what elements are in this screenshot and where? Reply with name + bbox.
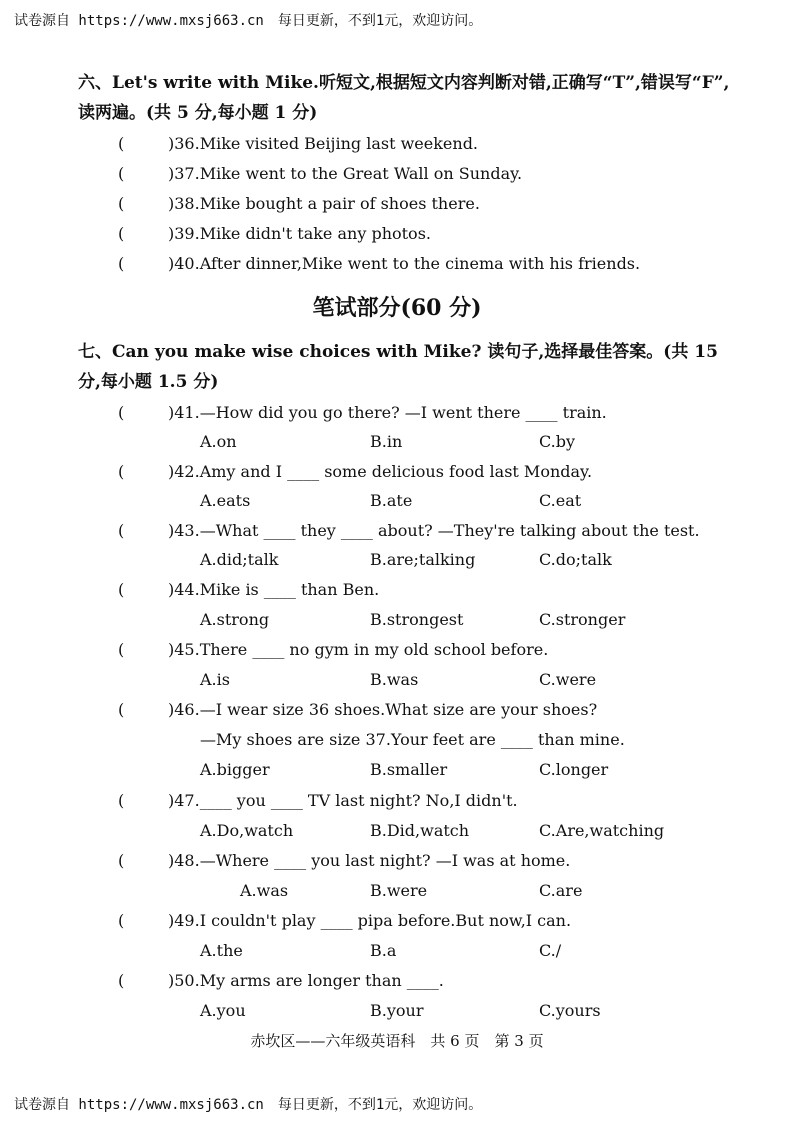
question-text: )40.After dinner,Mike went to the cinema with his friends. — [168, 254, 641, 273]
question-38 — [118, 193, 480, 215]
answer-paren: ( — [118, 700, 125, 719]
answer-paren: ( — [118, 462, 125, 481]
option-c: C.yours — [539, 1001, 601, 1020]
answer-paren: ( — [118, 971, 125, 990]
option-b: B.smaller — [370, 760, 448, 779]
question-text: )47.____ you ____ TV last night? No,I didn't. — [168, 791, 518, 810]
option-c: C.Are,watching — [539, 821, 665, 840]
option-c: C.are — [539, 881, 583, 900]
question-text: )42.Amy and I ____ some delicious food last Monday. — [168, 462, 593, 481]
question-37 — [118, 163, 522, 185]
option-c: C.longer — [539, 760, 609, 779]
answer-paren: ( — [118, 851, 125, 870]
source-banner-top: 试卷源自 https://www.mxsj663.cn 每日更新，不到1元，欢迎访问。 — [14, 13, 483, 29]
question-45 — [118, 639, 548, 661]
answer-paren: ( — [118, 254, 125, 273]
option-b: B.in — [370, 432, 403, 451]
option-a: A.strong — [200, 610, 270, 629]
question-36 — [118, 133, 478, 155]
question-40 — [118, 253, 640, 275]
question-39 — [118, 223, 431, 245]
question-text: )49.I couldn't play ____ pipa before.But now,I can. — [168, 911, 572, 930]
answer-paren: ( — [118, 403, 125, 422]
question-42 — [118, 461, 592, 483]
question-41 — [118, 402, 607, 424]
question-text: )36.Mike visited Beijing last weekend. — [168, 134, 479, 153]
answer-paren: ( — [118, 194, 125, 213]
option-b: B.are;talking — [370, 550, 476, 569]
option-a: A.is — [200, 670, 230, 689]
question-text: )45.There ____ no gym in my old school before. — [168, 640, 549, 659]
section-7-title: 七、Can you make wise choices with Mike? 读句子,选择最佳答案。(共 15 分,每小题 1.5 分) — [78, 342, 718, 392]
written-section-heading: 笔试部分(60 分) — [312, 295, 482, 321]
question-text: )46.—I wear size 36 shoes.What size are your shoes? — [168, 700, 598, 719]
question-text: )50.My arms are longer than ____. — [168, 971, 444, 990]
question-44 — [118, 579, 379, 601]
answer-paren: ( — [118, 521, 125, 540]
option-b: B.your — [370, 1001, 424, 1020]
question-text: )48.—Where ____ you last night? —I was at home. — [168, 851, 571, 870]
option-a: A.bigger — [200, 760, 270, 779]
question-46 — [118, 699, 597, 721]
answer-paren: ( — [118, 164, 125, 183]
question-49 — [118, 910, 571, 932]
question-47 — [118, 790, 518, 812]
option-a: A.was — [240, 881, 289, 900]
page-footer: 赤坎区——六年级英语科 共 6 页 第 3 页 — [250, 1032, 544, 1050]
question-text: )37.Mike went to the Great Wall on Sunday. — [168, 164, 523, 183]
option-b: B.Did,watch — [370, 821, 470, 840]
option-a: A.Do,watch — [200, 821, 294, 840]
option-c: C./ — [539, 941, 562, 960]
option-c: C.stronger — [539, 610, 626, 629]
option-b: B.ate — [370, 491, 413, 510]
question-48 — [118, 850, 570, 872]
question-text: )43.—What ____ they ____ about? —They're talking about the test. — [168, 521, 700, 540]
question-46-continued: —My shoes are size 37.Your feet are ____ than mine. — [200, 730, 625, 749]
answer-paren: ( — [118, 134, 125, 153]
answer-paren: ( — [118, 580, 125, 599]
option-a: A.did;talk — [200, 550, 279, 569]
question-text: )38.Mike bought a pair of shoes there. — [168, 194, 480, 213]
answer-paren: ( — [118, 640, 125, 659]
option-a: A.you — [200, 1001, 246, 1020]
question-text: )39.Mike didn't take any photos. — [168, 224, 431, 243]
source-banner-bottom: 试卷源自 https://www.mxsj663.cn 每日更新，不到1元，欢迎访问。 — [14, 1097, 483, 1113]
question-43 — [118, 520, 700, 542]
option-c: C.eat — [539, 491, 582, 510]
answer-paren: ( — [118, 791, 125, 810]
option-c: C.by — [539, 432, 576, 451]
option-b: B.a — [370, 941, 397, 960]
question-text: )41.—How did you go there? —I went there ____ train. — [168, 403, 607, 422]
section-6-title: 六、Let's write with Mike.听短文,根据短文内容判断对错,正确写“T”,错误写“F”,读两遍。(共 5 分,每小题 1 分) — [78, 73, 730, 123]
answer-paren: ( — [118, 224, 125, 243]
question-50 — [118, 970, 444, 992]
option-b: B.strongest — [370, 610, 464, 629]
option-a: A.on — [200, 432, 237, 451]
option-b: B.was — [370, 670, 419, 689]
option-c: C.were — [539, 670, 597, 689]
option-b: B.were — [370, 881, 428, 900]
question-text: )44.Mike is ____ than Ben. — [168, 580, 380, 599]
option-c: C.do;talk — [539, 550, 612, 569]
option-a: A.the — [200, 941, 243, 960]
answer-paren: ( — [118, 911, 125, 930]
option-a: A.eats — [200, 491, 251, 510]
